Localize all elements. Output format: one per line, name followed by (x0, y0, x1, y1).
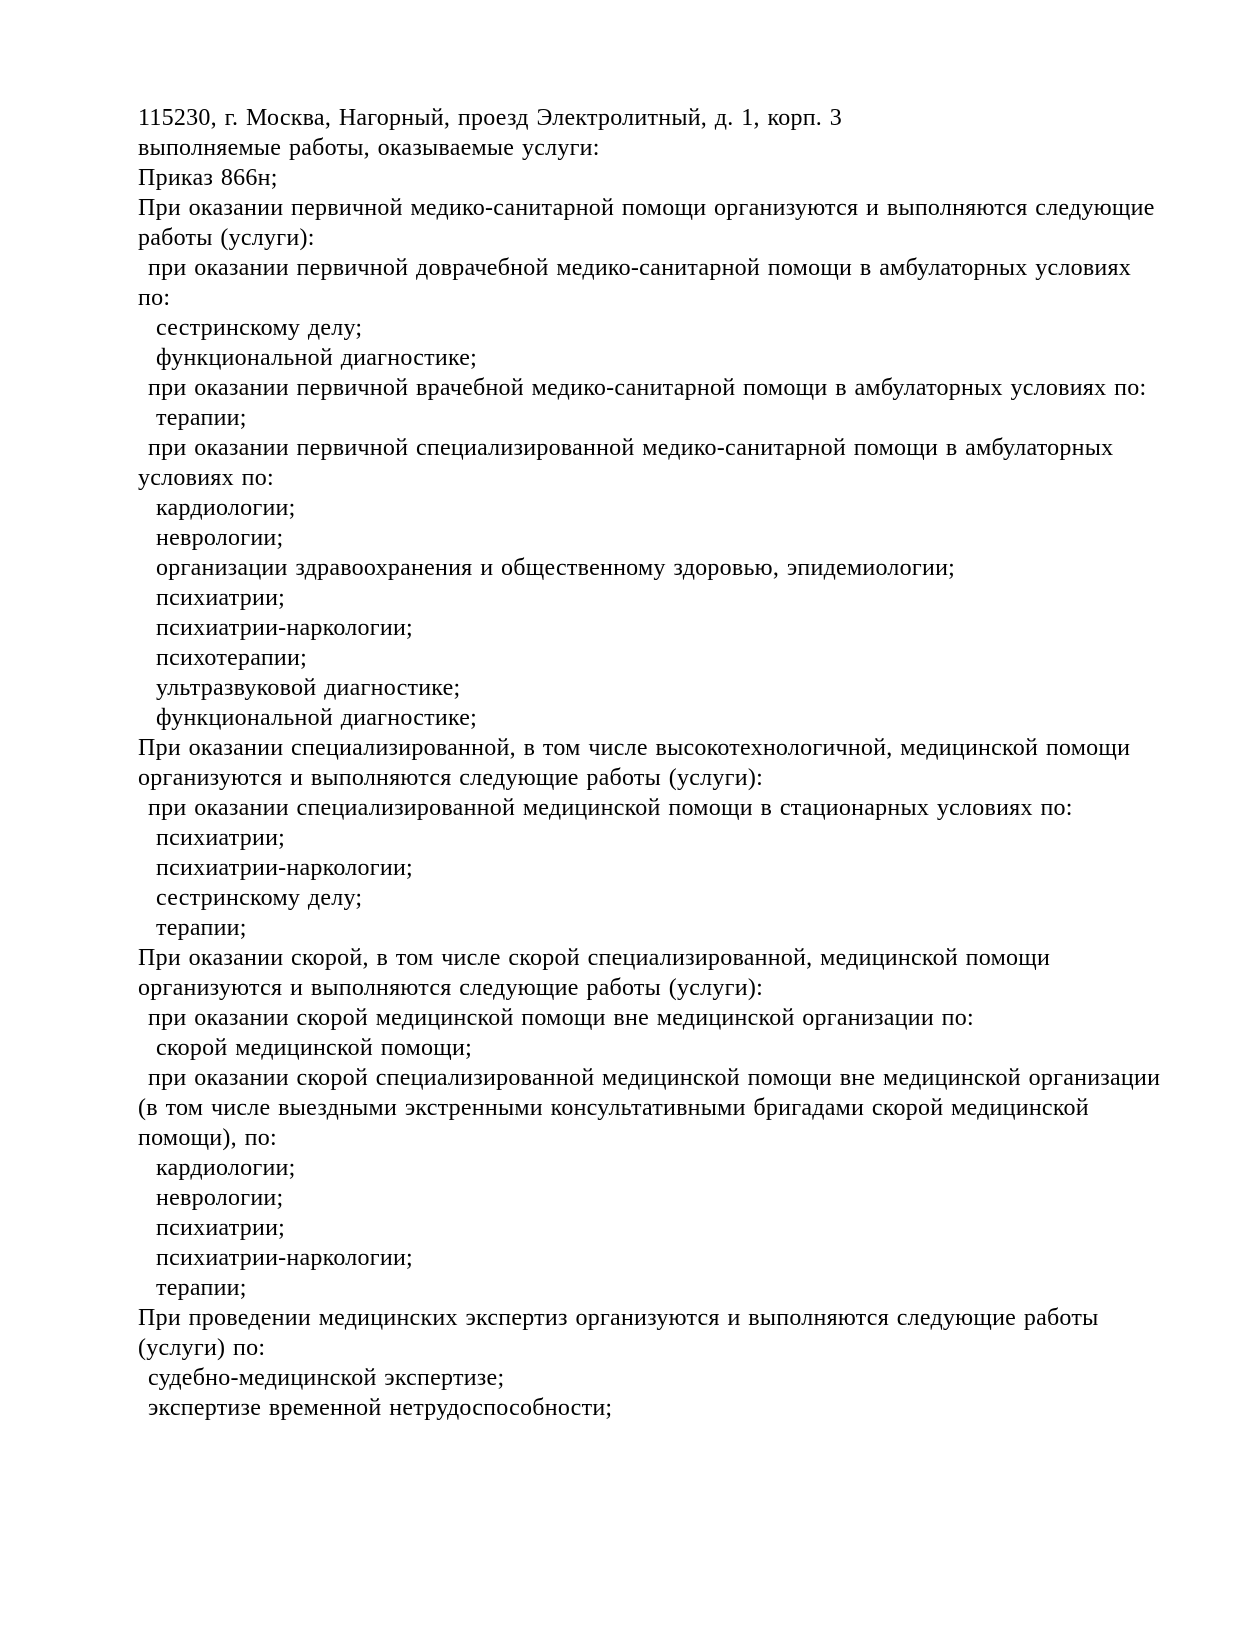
text-line: терапии; (156, 915, 247, 941)
text-line: психиатрии; (156, 825, 286, 851)
text-line: скорой медицинской помощи; (156, 1035, 473, 1061)
text-line: психиатрии-наркологии; (156, 615, 413, 641)
text-line: функциональной диагностике; (156, 705, 478, 731)
text-line: ультразвуковой диагностике; (156, 675, 461, 701)
text-line: при оказании первичной специализированной медико-санитарной помощи в амбулаторных (148, 435, 1114, 461)
text-line: функциональной диагностике; (156, 345, 478, 371)
text-line: (в том числе выездными экстренными консультативными бригадами скорой медицинской (138, 1095, 1089, 1121)
text-line: экспертизе временной нетрудоспособности; (148, 1395, 613, 1421)
text-line: (услуги) по: (138, 1335, 266, 1361)
text-line: судебно-медицинской экспертизе; (148, 1365, 505, 1391)
text-line: Приказ 866н; (138, 165, 278, 191)
text-line: психотерапии; (156, 645, 308, 671)
text-line: При оказании первичной медико-санитарной помощи организуются и выполняются следующие (138, 195, 1155, 221)
text-line: сестринскому делу; (156, 885, 363, 911)
document-text-block (138, 103, 1200, 1423)
text-line: организуются и выполняются следующие работы (услуги): (138, 975, 763, 1001)
text-line: неврологии; (156, 1185, 284, 1211)
text-line: при оказании скорой медицинской помощи вне медицинской организации по: (148, 1005, 974, 1031)
text-line: 115230, г. Москва, Нагорный, проезд Электролитный, д. 1, корп. 3 (138, 105, 843, 131)
text-line: помощи), по: (138, 1125, 277, 1151)
text-line: При оказании скорой, в том числе скорой специализированной, медицинской помощи (138, 945, 1051, 971)
text-line: неврологии; (156, 525, 284, 551)
text-line: При оказании специализированной, в том числе высокотехнологичной, медицинской помощи (138, 735, 1131, 761)
text-line: сестринскому делу; (156, 315, 363, 341)
text-line: условиях по: (138, 465, 274, 491)
text-line: терапии; (156, 1275, 247, 1301)
text-line: выполняемые работы, оказываемые услуги: (138, 135, 600, 161)
text-line: по: (138, 285, 171, 311)
text-line: организации здравоохранения и общественному здоровью, эпидемиологии; (156, 555, 956, 581)
text-line: работы (услуги): (138, 225, 315, 251)
text-line: психиатрии-наркологии; (156, 855, 413, 881)
text-line: при оказании специализированной медицинской помощи в стационарных условиях по: (148, 795, 1073, 821)
text-line: кардиологии; (156, 1155, 296, 1181)
text-line: При проведении медицинских экспертиз организуются и выполняются следующие работы (138, 1305, 1099, 1331)
text-line: при оказании первичной врачебной медико-санитарной помощи в амбулаторных условиях по: (148, 375, 1147, 401)
text-line: терапии; (156, 405, 247, 431)
text-line: психиатрии-наркологии; (156, 1245, 413, 1271)
text-line: при оказании первичной доврачебной медико-санитарной помощи в амбулаторных условиях (148, 255, 1132, 281)
text-line: организуются и выполняются следующие работы (услуги): (138, 765, 763, 791)
text-line: психиатрии; (156, 1215, 286, 1241)
text-line: кардиологии; (156, 495, 296, 521)
text-line: при оказании скорой специализированной медицинской помощи вне медицинской организации (148, 1065, 1161, 1091)
text-line: психиатрии; (156, 585, 286, 611)
